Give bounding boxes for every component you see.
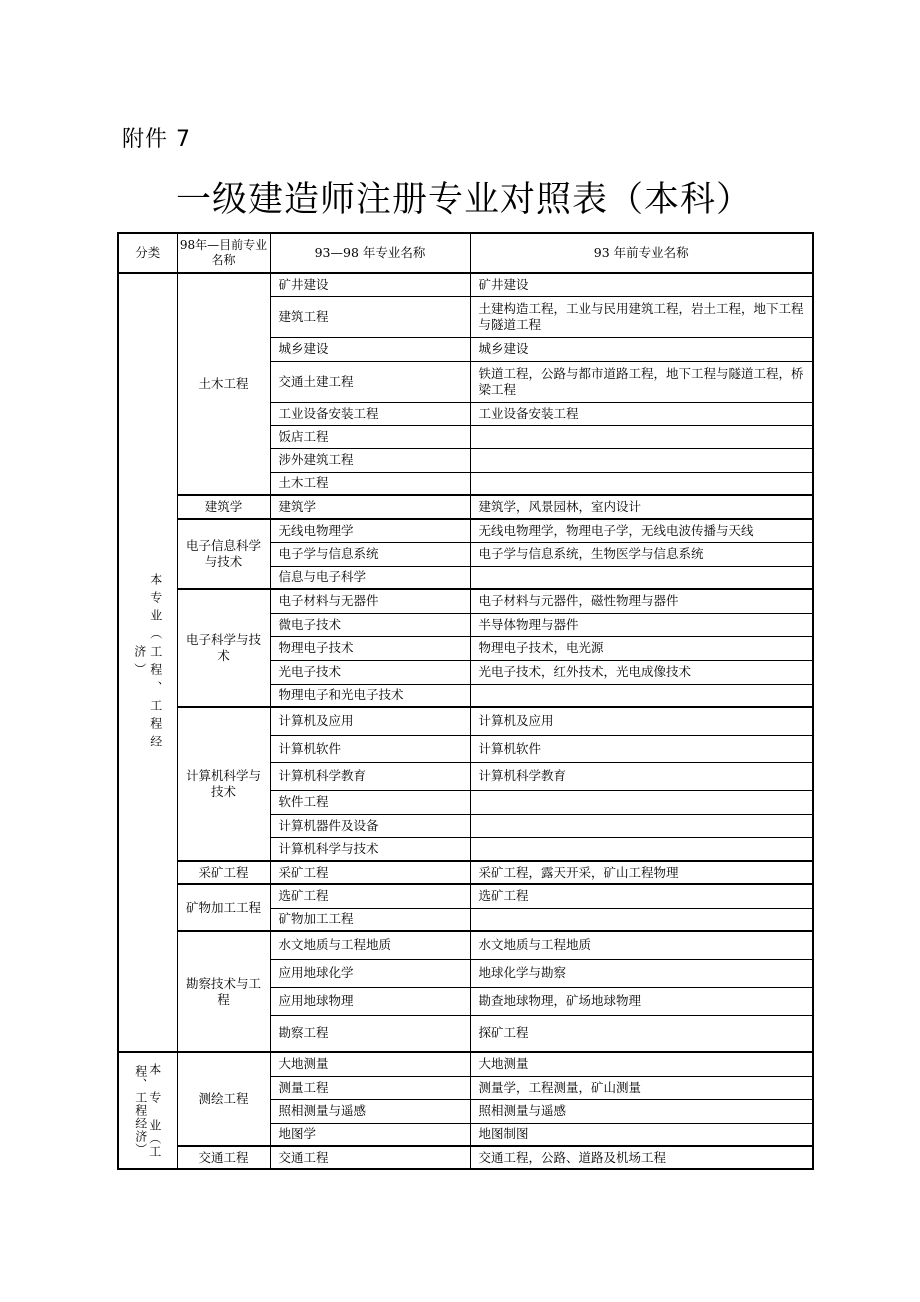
header-major-pre93: 93 年前专业名称: [470, 233, 813, 273]
table-row: [118, 273, 813, 296]
major-93-98-cell: 采矿工程: [270, 861, 470, 884]
major-pre93-cell: 矿井建设: [470, 273, 813, 296]
table-row: [118, 495, 813, 519]
major-93-98-cell: 城乡建设: [270, 337, 470, 361]
table-header-row: [118, 233, 813, 273]
major-98-now-cell: 土木工程: [177, 273, 270, 495]
major-pre93-cell: 交通工程，公路、道路及机场工程: [470, 1146, 813, 1169]
major-comparison-table: [117, 232, 814, 1170]
major-pre93-cell: [470, 448, 813, 472]
table-row: [118, 861, 813, 884]
category-label: 本专业（工程、工程经济）: [132, 572, 163, 753]
major-pre93-cell: 物理电子技术，电光源: [470, 636, 813, 660]
table-row: [118, 589, 813, 613]
table-row: [118, 707, 813, 735]
major-93-98-cell: 涉外建筑工程: [270, 448, 470, 472]
major-93-98-cell: 计算机科学教育: [270, 762, 470, 790]
major-pre93-cell: 铁道工程，公路与都市道路工程，地下工程与隧道工程，桥梁工程: [470, 361, 813, 402]
major-93-98-cell: 信息与电子科学: [270, 566, 470, 589]
major-pre93-cell: 地图制图: [470, 1123, 813, 1146]
major-93-98-cell: 饭店工程: [270, 425, 470, 448]
major-pre93-cell: [470, 472, 813, 495]
major-pre93-cell: 计算机及应用: [470, 707, 813, 735]
major-pre93-cell: 勘查地球物理，矿场地球物理: [470, 987, 813, 1015]
major-pre93-cell: [470, 837, 813, 861]
major-pre93-cell: 土建构造工程，工业与民用建筑工程，岩土工程，地下工程与隧道工程: [470, 296, 813, 337]
major-93-98-cell: 矿物加工工程: [270, 908, 470, 931]
major-98-now-cell: 矿物加工工程: [177, 884, 270, 931]
major-pre93-cell: [470, 814, 813, 837]
major-93-98-cell: 照相测量与遥感: [270, 1099, 470, 1123]
major-93-98-cell: 物理电子技术: [270, 636, 470, 660]
table-row: [118, 519, 813, 542]
major-98-now-cell: 采矿工程: [177, 861, 270, 884]
major-pre93-cell: [470, 790, 813, 814]
major-93-98-cell: 应用地球化学: [270, 959, 470, 987]
major-93-98-cell: 水文地质与工程地质: [270, 931, 470, 959]
major-pre93-cell: 大地测量: [470, 1052, 813, 1076]
major-93-98-cell: 计算机器件及设备: [270, 814, 470, 837]
major-pre93-cell: 工业设备安装工程: [470, 402, 813, 425]
major-93-98-cell: 微电子技术: [270, 613, 470, 636]
major-93-98-cell: 电子材料与无器件: [270, 589, 470, 613]
major-93-98-cell: 电子学与信息系统: [270, 542, 470, 566]
major-93-98-cell: 大地测量: [270, 1052, 470, 1076]
major-98-now-cell: 勘察技术与工程: [177, 931, 270, 1052]
major-93-98-cell: 勘察工程: [270, 1015, 470, 1052]
major-98-now-cell: 电子信息科学与技术: [177, 519, 270, 589]
major-93-98-cell: 无线电物理学: [270, 519, 470, 542]
major-93-98-cell: 建筑工程: [270, 296, 470, 337]
major-93-98-cell: 应用地球物理: [270, 987, 470, 1015]
major-pre93-cell: 选矿工程: [470, 884, 813, 908]
header-major-93-98: 93—98 年专业名称: [270, 233, 470, 273]
major-93-98-cell: 计算机软件: [270, 735, 470, 762]
major-pre93-cell: 建筑学，风景园林，室内设计: [470, 495, 813, 519]
major-93-98-cell: 交通土建工程: [270, 361, 470, 402]
major-pre93-cell: 采矿工程，露天开采，矿山工程物理: [470, 861, 813, 884]
major-pre93-cell: 电子学与信息系统，生物医学与信息系统: [470, 542, 813, 566]
table-row: [118, 1052, 813, 1076]
major-98-now-cell: 建筑学: [177, 495, 270, 519]
category-cell: [118, 273, 177, 1052]
major-93-98-cell: 选矿工程: [270, 884, 470, 908]
major-pre93-cell: 电子材料与元器件，磁性物理与器件: [470, 589, 813, 613]
major-98-now-cell: 电子科学与技术: [177, 589, 270, 707]
major-pre93-cell: 计算机软件: [470, 735, 813, 762]
header-category: 分类: [118, 233, 177, 273]
major-93-98-cell: 测量工程: [270, 1076, 470, 1099]
major-pre93-cell: 计算机科学教育: [470, 762, 813, 790]
major-pre93-cell: 半导体物理与器件: [470, 613, 813, 636]
major-93-98-cell: 地图学: [270, 1123, 470, 1146]
major-93-98-cell: 光电子技术: [270, 660, 470, 684]
major-93-98-cell: 工业设备安装工程: [270, 402, 470, 425]
major-93-98-cell: 物理电子和光电子技术: [270, 684, 470, 707]
major-pre93-cell: [470, 566, 813, 589]
table-row: [118, 1146, 813, 1169]
major-pre93-cell: 无线电物理学，物理电子学，无线电波传播与天线: [470, 519, 813, 542]
major-93-98-cell: 计算机及应用: [270, 707, 470, 735]
major-98-now-cell: 交通工程: [177, 1146, 270, 1169]
major-93-98-cell: 矿井建设: [270, 273, 470, 296]
major-pre93-cell: 探矿工程: [470, 1015, 813, 1052]
major-pre93-cell: 光电子技术，红外技术，光电成像技术: [470, 660, 813, 684]
major-93-98-cell: 软件工程: [270, 790, 470, 814]
major-pre93-cell: [470, 908, 813, 931]
major-pre93-cell: 水文地质与工程地质: [470, 931, 813, 959]
table-row: [118, 931, 813, 959]
major-93-98-cell: 建筑学: [270, 495, 470, 519]
category-label-line: 程、工程经济）: [133, 1065, 148, 1156]
header-major-98-now: 98年—目前专业名称: [177, 233, 270, 273]
major-pre93-cell: 地球化学与勘察: [470, 959, 813, 987]
major-98-now-cell: 测绘工程: [177, 1052, 270, 1146]
major-93-98-cell: 计算机科学与技术: [270, 837, 470, 861]
attachment-label: 附件 7: [122, 127, 191, 152]
page-title: 一级建造师注册专业对照表（本科）: [175, 180, 752, 220]
table-row: [118, 884, 813, 908]
category-label-line: 本 专 业（工: [147, 1063, 162, 1158]
major-93-98-cell: 交通工程: [270, 1146, 470, 1169]
major-98-now-cell: 计算机科学与技术: [177, 707, 270, 861]
major-pre93-cell: 城乡建设: [470, 337, 813, 361]
major-93-98-cell: 土木工程: [270, 472, 470, 495]
major-pre93-cell: 照相测量与遥感: [470, 1099, 813, 1123]
major-pre93-cell: [470, 425, 813, 448]
major-pre93-cell: 测量学，工程测量，矿山测量: [470, 1076, 813, 1099]
category-cell: [118, 1052, 177, 1169]
major-pre93-cell: [470, 684, 813, 707]
